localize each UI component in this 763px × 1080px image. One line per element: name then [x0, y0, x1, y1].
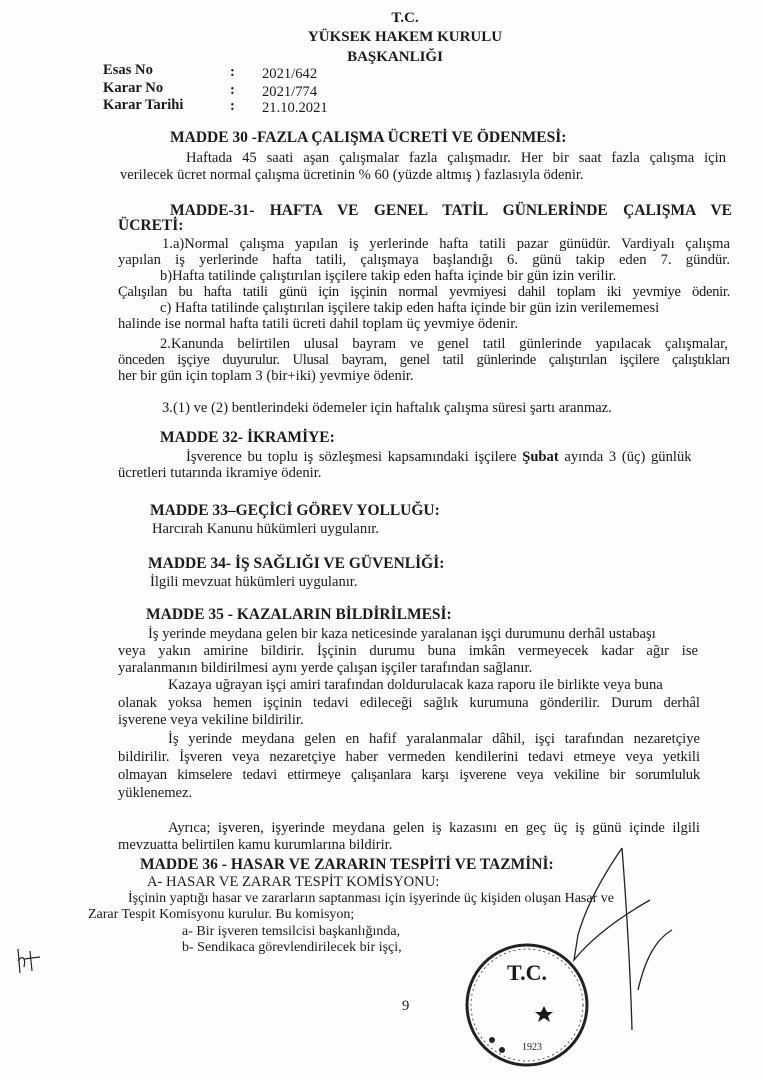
karar-tarihi-value: 21.10.2021 — [262, 100, 328, 116]
karar-no-value: 2021/774 — [262, 84, 318, 100]
article-30-title: MADDE 30 -FAZLA ÇALIŞMA ÜCRETİ VE ÖDENMESİ: — [170, 129, 567, 146]
meta-sep: : — [230, 98, 235, 114]
paragraph-line: yaralanmanın bildirilmesi aynı yerde çalışan işçiler tarafından sağlanır. — [118, 660, 533, 676]
initials-icon — [12, 945, 42, 977]
paragraph-line: Çalışılan bu hafta tatili günü için işçinin normal yevmiyesi dahil toplam iki yevmiye ödenir. — [118, 284, 730, 300]
article-33-title: MADDE 33–GEÇİCİ GÖREV YOLLUĞU: — [150, 502, 440, 519]
paragraph-line: İlgili mevzuat hükümleri uygulanır. — [150, 574, 358, 590]
month-emphasis: Şubat — [522, 449, 559, 465]
paragraph-line — [186, 449, 692, 465]
header-presidency: BAŞKANLIĞI — [347, 49, 443, 65]
paragraph-line: 1.a)Normal çalışma yapılan iş yerlerinde hafta tatili pazar günüdür. Vardiyalı çalışma — [162, 236, 730, 252]
paragraph-line: önceden işçiye duyurulur. Ulusal bayram, genel tatil günlerinde çalıştırılan işçilere çalıştıkları — [118, 352, 730, 368]
paragraph-line: yüklenemez. — [118, 785, 193, 801]
list-item: b- Sendikaca görevlendirilecek bir işçi, — [182, 940, 402, 955]
paragraph-line: Kazaya uğrayan işçi amiri tarafından doldurulacak kaza raporu ile birlikte veya buna — [168, 677, 663, 693]
paragraph-line: olmayan kimselere tedavi ettirmeye çalışanlara karşı işverene veya vekiline bir sorumluluk — [118, 767, 700, 783]
paragraph-line: c) Hafta tatilinde çalıştırılan işçilere takip eden hafta içinde bir gün izin verilememesi — [160, 300, 660, 316]
paragraph-line: 3.(1) ve (2) bentlerindeki ödemeler için haftalık çalışma süresi şartı aranmaz. — [162, 400, 612, 416]
paragraph-line: işverene veya vekiline bildirilir. — [118, 712, 304, 728]
paragraph-line: Zarar Tespit Komisyonu kurulur. Bu komisyon; — [88, 907, 355, 922]
text: İşverence bu toplu iş sözleşmesi kapsamındaki işçilere — [186, 449, 517, 465]
paragraph-line: İş yerinde meydana gelen en hafif yaralanmalar dâhil, işçi tarafından nezaretçiye — [168, 731, 700, 747]
paragraph-line: ücretleri tutarında ikramiye ödenir. — [118, 465, 322, 481]
subsection-title: A- HASAR VE ZARAR TESPİT KOMİSYONU: — [147, 874, 440, 890]
svg-text:T.C.: T.C. — [507, 960, 547, 985]
article-36-title: MADDE 36 - HASAR VE ZARARIN TESPİTİ VE TAZMİNİ: — [140, 856, 554, 873]
paragraph-line: Ayrıca; işveren, işyerinde meydana gelen iş kazasını en geç üç iş günü içinde ilgili — [168, 820, 700, 836]
article-32-title: MADDE 32- İKRAMİYE: — [160, 429, 335, 446]
article-31-title-cont: ÜCRETİ: — [118, 217, 184, 234]
paragraph-line: olanak yoksa hemen işçinin tedavi edileceği sağlık kurumuna gönderilir. Durum derhâl — [118, 695, 700, 711]
paragraph-line: halinde ise normal hafta tatili ücreti dahil toplam üç yevmiye ödenir. — [118, 316, 518, 332]
article-31-title: MADDE-31- HAFTA VE GENEL TATİL GÜNLERİNDE ÇALIŞMA VE — [170, 202, 732, 219]
paragraph-line: verilecek ücret normal çalışma ücretinin % 60 (yüzde altmış ) fazlasıyla ödenir. — [120, 167, 584, 183]
paragraph-line: her bir gün için toplam 3 (bir+iki) yevmiye ödenir. — [118, 368, 414, 384]
paragraph-line: 2.Kanunda belirtilen ulusal bayram ve genel tatil günlerinde yapılacak çalışmalar, — [160, 336, 728, 352]
meta-label: Karar No — [103, 80, 164, 96]
meta-sep: : — [230, 64, 235, 80]
esas-no-value: 2021/642 — [262, 66, 318, 82]
header-tc: T.C. — [391, 10, 419, 26]
page-number: 9 — [402, 998, 410, 1014]
paragraph-line: veya yakın amirine bildirir. İşçinin durumu buna imkân vermeyecek kadar ağır ise — [118, 643, 698, 659]
paragraph-line: İşçinin yaptığı hasar ve zararların saptanması için işyerinde üç kişiden oluşan Hasar ve — [128, 891, 614, 906]
article-35-title: MADDE 35 - KAZALARIN BİLDİRİLMESİ: — [146, 606, 452, 623]
paragraph-line: İş yerinde meydana gelen bir kaza neticesinde yaralanan işçi durumunu derhâl ustabaşı — [148, 626, 656, 642]
meta-label: Karar Tarihi — [103, 97, 184, 113]
paragraph-line: mevzuatta belirtilen kamu kurumlarına bildirir. — [118, 837, 393, 853]
paragraph-line: bildirilir. İşveren veya nezaretçiye haber vermeden kendilerini tedavi etmeye veya yetkili — [118, 749, 700, 765]
text: ayında 3 (üç) günlük — [564, 449, 692, 465]
official-stamp-icon — [462, 940, 592, 1070]
paragraph-line: Harcırah Kanunu hükümleri uygulanır. — [152, 521, 379, 537]
meta-label: Esas No — [103, 62, 153, 78]
article-34-title: MADDE 34- İŞ SAĞLIĞI VE GÜVENLİĞİ: — [148, 555, 445, 572]
paragraph-line: yapılan iş yerlerinde hafta tatili, çalışmaya başlandığı 6. günü takip eden 7. gündür. — [118, 252, 730, 268]
list-item: a- Bir işveren temsilcisi başkanlığında, — [182, 924, 401, 939]
svg-text:1923: 1923 — [522, 1042, 542, 1053]
meta-sep: : — [230, 82, 235, 98]
paragraph-line: b)Hafta tatilinde çalıştırılan işçilere takip eden hafta içinde bir gün izin verilir. — [160, 268, 617, 284]
header-institution: YÜKSEK HAKEM KURULU — [307, 29, 503, 45]
paragraph-line: Haftada 45 saati aşan çalışmalar fazla çalışmadır. Her bir saat fazla çalışma için — [186, 150, 726, 166]
